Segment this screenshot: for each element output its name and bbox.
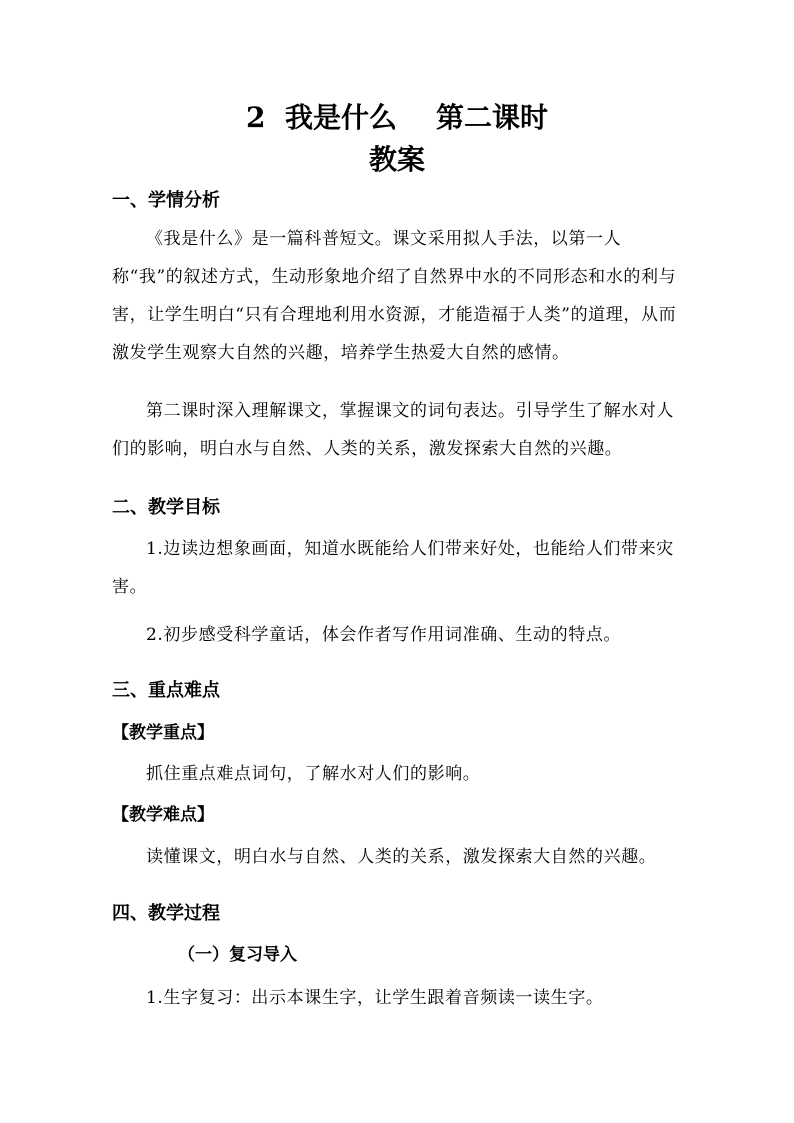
objective-item-1: 1.边读边想象画面，知道水既能给人们带来好处，也能给人们带来灾害。 [112,539,674,597]
objective-item-2: 2.初步感受科学童话，体会作者写作用词准确、生动的特点。 [146,625,622,645]
process-subheading-review: （一）复习导入 [178,945,297,965]
difficulty-label: 【教学难点】 [112,805,214,825]
process-item-1: 1.生字复习：出示本课生字，让学生跟着音频读一读生字。 [146,988,604,1008]
analysis-paragraph-2: 第二课时深入理解课文，掌握课文的词句表达。引导学生了解水对人们的影响，明白水与自然、人类的关系，激发探索大自然的兴趣。 [112,401,674,459]
section-heading-objectives: 二、教学目标 [112,497,220,518]
difficulty-text: 读懂课文，明白水与自然、人类的关系，激发探索大自然的兴趣。 [146,847,657,867]
analysis-paragraph-1: 《我是什么》是一篇科普短文。课文采用拟人手法，以第一人称“我”的叙述方式，生动形象地介绍了自然界中水的不同形态和水的利与害，让学生明白“只有合理地利用水资源，才能造福于人类”的道理，从而激发学生观察大自然的兴趣，培养学生热爱大自然的感情。 [112,229,677,363]
section-heading-process: 四、教学过程 [112,903,220,924]
key-point-label: 【教学重点】 [112,723,214,743]
section-heading-key-points: 三、重点难点 [112,680,220,701]
document-title: 2 我是什么 第二课时 [246,101,548,134]
key-point-text: 抓住重点难点词句，了解水对人们的影响。 [146,764,481,784]
document-subtitle: 教案 [368,143,425,176]
section-heading-analysis: 一、学情分析 [112,190,220,211]
